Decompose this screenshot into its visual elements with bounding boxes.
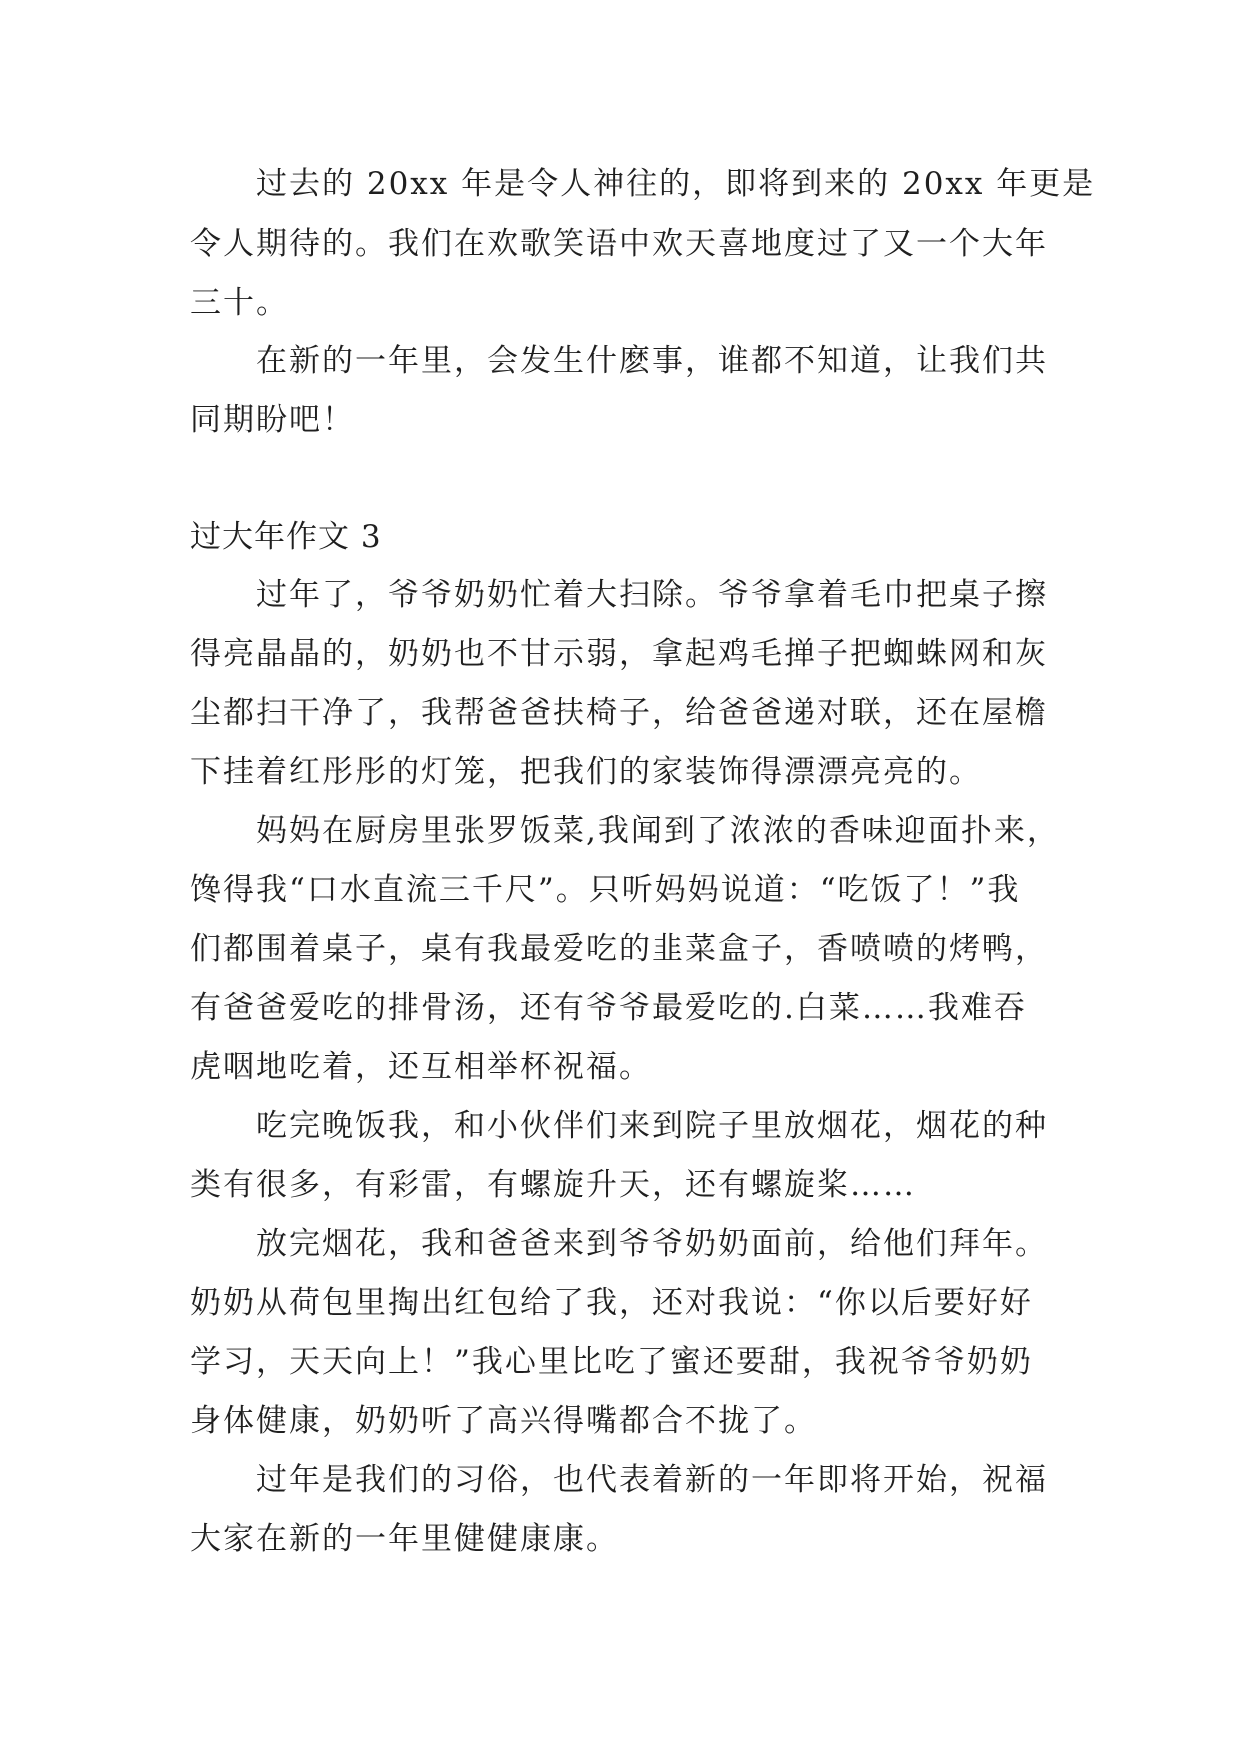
paragraph-line: 类有很多，有彩雷，有螺旋升天，还有螺旋桨……: [190, 1167, 916, 1203]
paragraph-line: 放完烟花，我和爸爸来到爷爷奶奶面前，给他们拜年。: [256, 1226, 1048, 1262]
paragraph-line: 妈妈在厨房里张罗饭菜,我闻到了浓浓的香味迎面扑来，: [256, 813, 1060, 849]
paragraph-line: 过年了，爷爷奶奶忙着大扫除。爷爷拿着毛巾把桌子擦: [256, 577, 1048, 613]
paragraph-line: 虎咽地吃着，还互相举杯祝福。: [190, 1049, 652, 1085]
paragraph-line: 同期盼吧！: [190, 402, 355, 438]
paragraph-line: 大家在新的一年里健健康康。: [190, 1521, 619, 1557]
paragraph-line: 在新的一年里，会发生什麽事，谁都不知道，让我们共: [256, 343, 1048, 379]
paragraph-line: 令人期待的。我们在欢歌笑语中欢天喜地度过了又一个大年: [190, 226, 1048, 262]
paragraph-line: 们都围着桌子，桌有我最爱吃的韭菜盒子，香喷喷的烤鸭，: [190, 931, 1048, 967]
section-heading: 过大年作文 3: [190, 519, 382, 555]
paragraph-line: 身体健康，奶奶听了高兴得嘴都合不拢了。: [190, 1403, 817, 1439]
paragraph-line: 学习，天天向上！”我心里比吃了蜜还要甜，我祝爷爷奶奶: [190, 1344, 1033, 1380]
paragraph-line: 吃完晚饭我，和小伙伴们来到院子里放烟花，烟花的种: [256, 1108, 1048, 1144]
paragraph-line: 尘都扫干净了，我帮爸爸扶椅子，给爸爸递对联，还在屋檐: [190, 695, 1048, 731]
paragraph-line: 过去的 20xx 年是令人神往的，即将到来的 20xx 年更是: [256, 166, 1096, 202]
paragraph-line: 过年是我们的习俗，也代表着新的一年即将开始，祝福: [256, 1462, 1048, 1498]
paragraph-line: 三十。: [190, 285, 289, 321]
paragraph-line: 下挂着红彤彤的灯笼，把我们的家装饰得漂漂亮亮的。: [190, 754, 982, 790]
paragraph-line: 奶奶从荷包里掏出红包给了我，还对我说：“你以后要好好: [190, 1285, 1033, 1321]
paragraph-line: 馋得我“口水直流三千尺”。只听妈妈说道：“吃饭了！”我: [190, 872, 1021, 908]
paragraph-line: 有爸爸爱吃的排骨汤，还有爷爷最爱吃的.白菜……我难吞: [190, 990, 1027, 1026]
paragraph-line: 得亮晶晶的，奶奶也不甘示弱，拿起鸡毛掸子把蜘蛛网和灰: [190, 636, 1048, 672]
